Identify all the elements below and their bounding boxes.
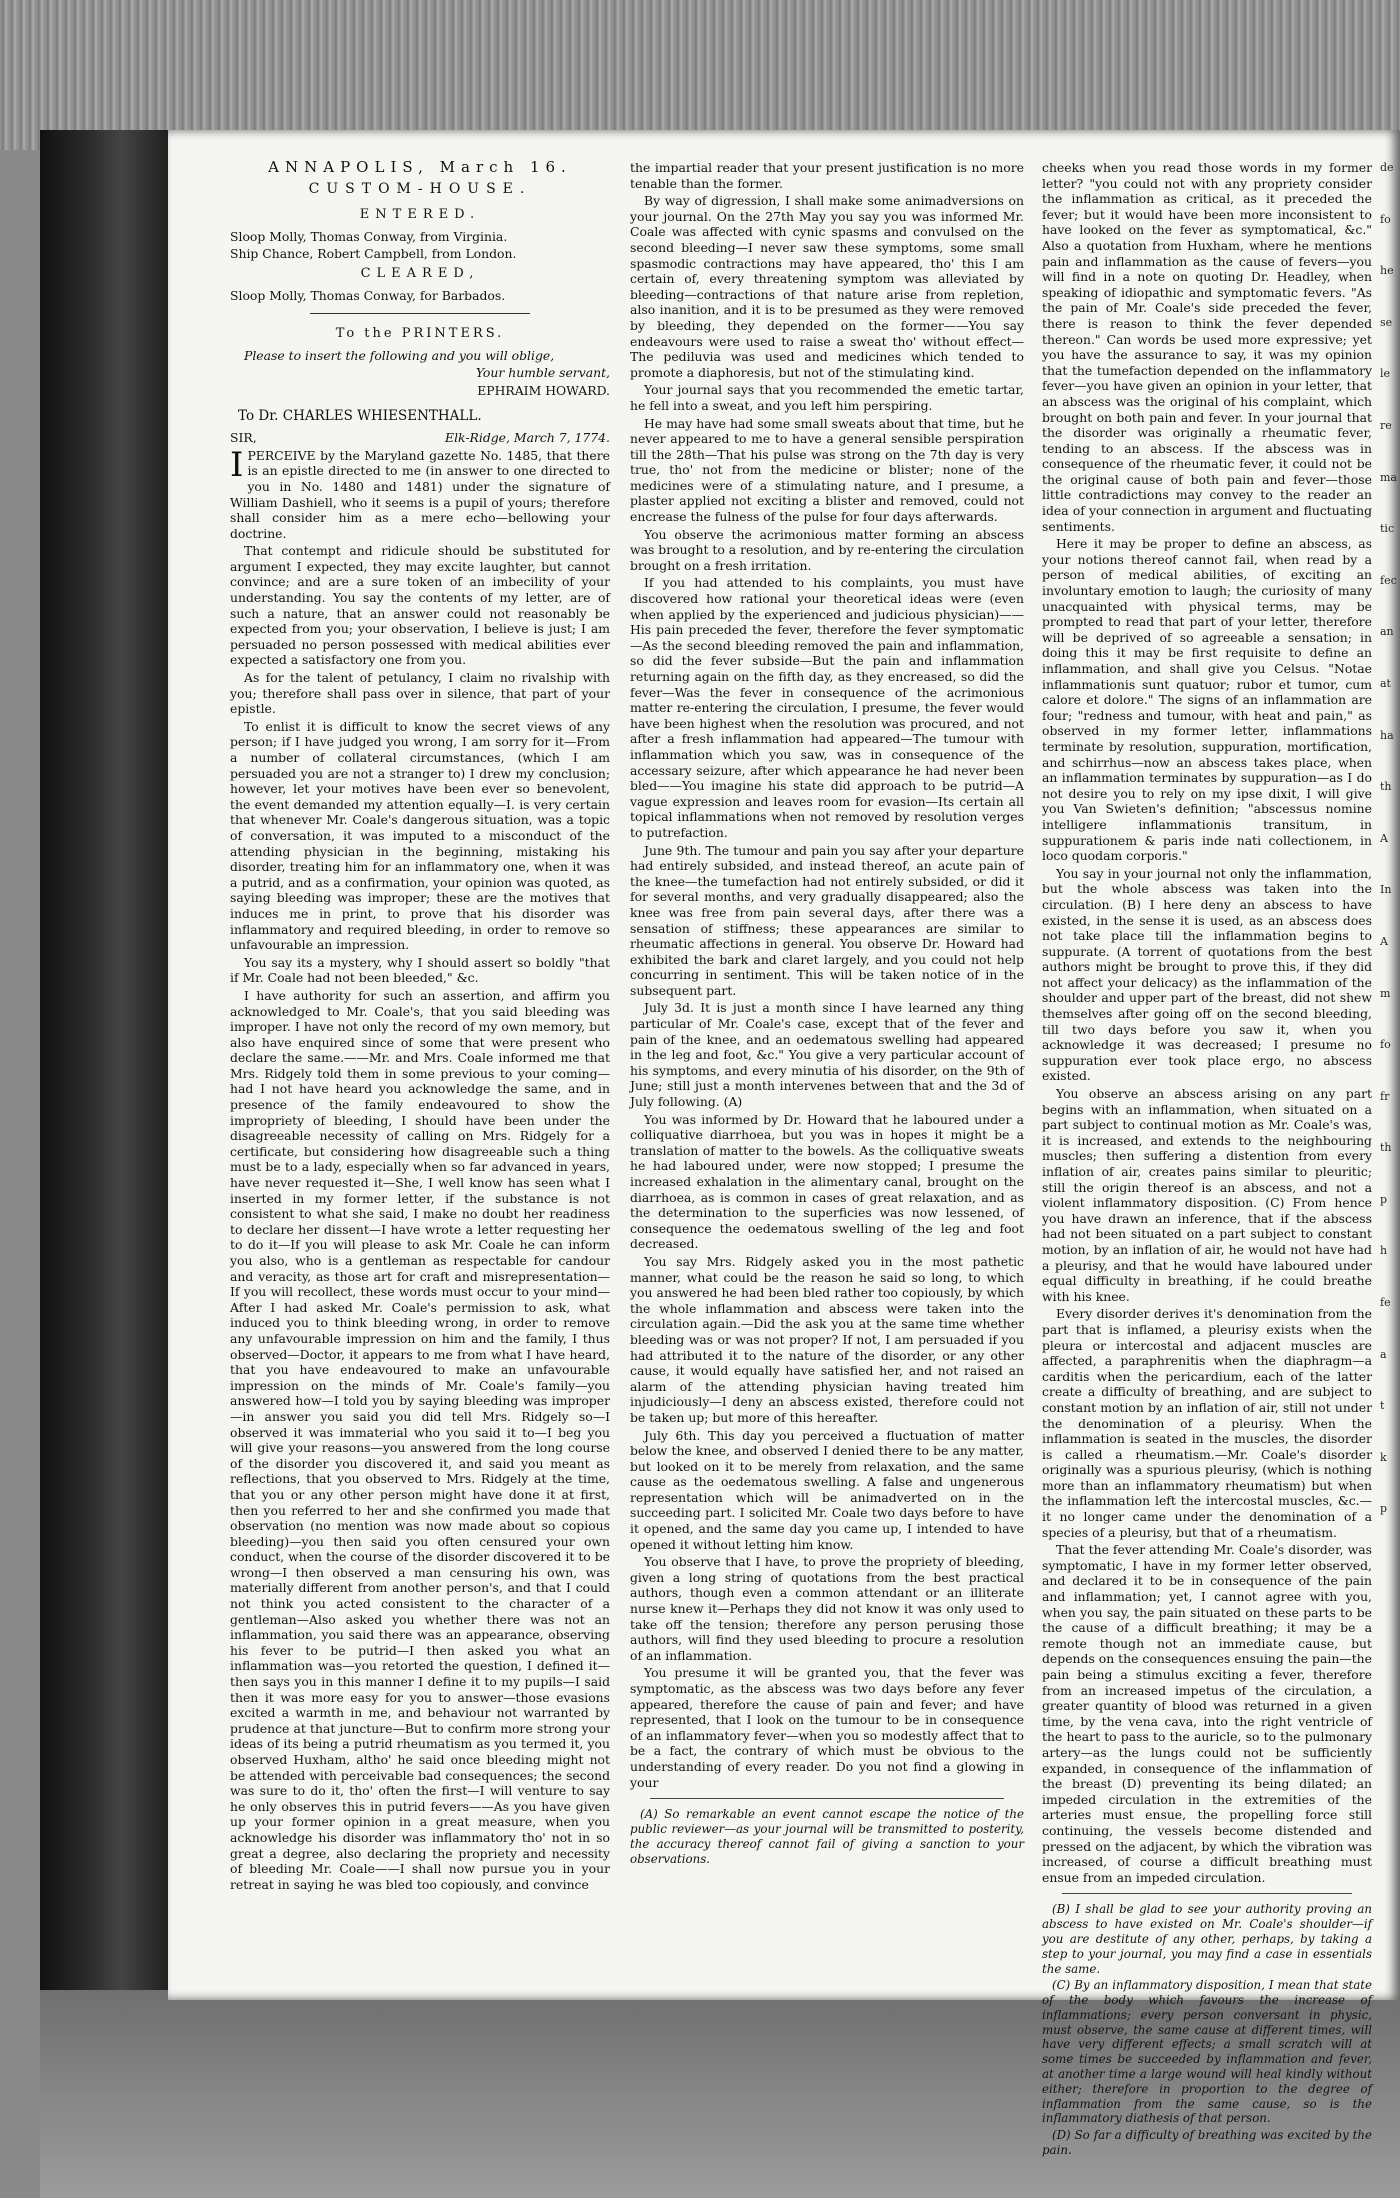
paragraph: July 6th. This day you perceived a fluctuation of matter below the knee, and observed I denied there to be any matter, but looked on it to be merely from relaxation, and the same cause as the oedematous swelling. A false and ungenerous representation which will be animadverted on in the succeeding part. I solicited Mr. Coale two days before to have it opened, and the same day you came up, I intended to have opened it without letting him know.	[630, 1427, 1024, 1552]
newspaper-page	[168, 130, 1400, 2158]
paragraph: I have authority for such an assertion, and affirm you acknowledged to Mr. Coale's, that you said bleeding was improper. I have not only the record of my own memory, but also have enquired since of some that were present who declare the same.——Mr. and Mrs. Coale informed me that Mrs. Ridgely told them in some previous to your coming—had I not have heard you acknowledge the same, and in presence of the family endeavoured to show the impropriety of bleeding, I should have been under the disagreeable necessity of calling on Mrs. Ridgely for a certificate, but considering how disagreeable such a thing must be to a lady, especially when so far advanced in years, have never requested it—She, I well know has seen what I inserted in my former letter, if the substance is not consistent to what she said, I make no doubt her readiness to declare her dissent—I have wrote a letter requesting her to do it—If you will please to ask Mr. Coale he can inform you also, who is a gentleman as respectable for candour and veracity, as those art for craft and misrepresentation—If you will recollect, these words must occur to your mind—After I had asked Mr. Coale's permission to ask, what induced you to think bleeding wrong, in order to remove any unfavourable impression on him and the family, I thus observed—Doctor, it appears to me from what I have heard, that you have endeavoured to make an unfavourable impression on the minds of Mr. Coale's family—you answered how—I told you by saying bleeding was improper—in answer you said you did tell Mrs. Ridgely so—I observed it was immaterial who you said it to—I beg you will give your reasons—you answered from the long course of the disorder you discovered it, and said you meant as reflections, that you observed to Mrs. Ridgely at the time, that you or any other person might have done it at first, then you referred to her and she confirmed you made that observation (no mention was now made about so copious bleeding)—you then said you often censured your own conduct, when the course of the disorder discovered it to be wrong—I then observed a man censuring his own, was materially different from another person's, and that I could not think you acted consistent to the character of a gentleman—Also asked you whether there was not an inflammation, you said there was an appearance, observing his fever to be putrid—I then asked you what an inflammation was—you retorted the question, I defined it—then says you in this manner I define it to my pupils—I said then it was more easy for you to answer—those evasions excited a warmth in me, and behaviour not warranted by prudence at that juncture—But to confirm more strong your ideas of its being a putrid rheumatism as you termed it, you observed Huxham, altho' he said once bleeding might not be attended with perceivable bad consequences; the second was sure to do it, tho' often the first—I will venture to say he only observes this in putrid fevers——As you have given up your former opinion in a great measure, when you acknowledge his disorder was inflammatory tho' not in so great a degree, also declaring the propriety and necessity of bleeding Mr. Coale——I shall now pursue you in your retreat in saying he was bled too copiously, and convince	[230, 987, 610, 1892]
printers-heading: To the PRINTERS.	[335, 326, 505, 342]
cleared-heading: CLEARED,	[360, 265, 480, 281]
printers-request: Please to insert the following and you will oblige,	[244, 347, 555, 363]
letter-addressee: To Dr. CHARLES WHIESENTHALL.	[238, 407, 482, 424]
edge-fragment: se	[1380, 315, 1393, 329]
edge-fragment: th	[1380, 780, 1392, 794]
cleared-ship-1: Sloop Molly, Thomas Conway, for Barbados.	[230, 287, 506, 303]
edge-fragment: le	[1380, 367, 1391, 381]
paragraph: Your journal says that you recommended the emetic tartar, he fell into a sweat, and you left him perspiring.	[630, 382, 1024, 413]
entered-ship-2: Ship Chance, Robert Campbell, from London.	[230, 246, 517, 262]
paragraph: You say Mrs. Ridgely asked you in the most pathetic manner, what could be the reason he said so long, to which you answered he had been bled rather too copiously, by which the whole inflammation and abscess were taken into the circulation again.—Did the ask you at the same time whether bleeding was or was not proper? If not, I am persuaded if you had attributed it to the nature of the disorder, or any other cause, it would equally have satisfied her, and not raised an alarm of the attending physician having treated him injudiciously—I deny an abscess existed, therefore could not be taken up; but more of this hereafter.	[630, 1253, 1024, 1425]
edge-fragment: tic	[1380, 522, 1395, 536]
column-2	[630, 160, 1024, 1868]
edge-fragment: de	[1380, 161, 1394, 174]
edge-fragment: a	[1380, 1347, 1387, 1361]
paragraph: As for the talent of petulancy, I claim no rivalship with you; therefore shall pass over in silence, that part of your epistle.	[230, 670, 610, 717]
footnote-divider	[650, 1798, 1004, 1799]
edge-fragment: In	[1380, 883, 1392, 897]
edge-fragment: he	[1380, 264, 1394, 278]
paragraph: cheeks when you read those words in my former letter? "you could not with any propriety consider the inflammation as critical, as it preceded the fever; but it would have been more inconsistent to have looked on the fever as symptomatical, &c." Also a quotation from Huxham, where he mentions pain and inflammation as the cause of fevers—you will find in a note on quoting Dr. Headley, when speaking of idiopathic and symptomatic fevers. "As the pain of Mr. Coale's side preceded the fever, there is reason to think the fever depended thereon." Can words be used more expressive; yet you have the assurance to say, it was my opinion that the tumefaction depended on the inflammatory fever—you have given an opinion in your letter, that an abscess was the original of his complaint, which brought on both pain and fever. In your journal that the disorder was originally a rheumatic fever, tending to an abscess. If the abscess was in consequence of the rheumatic fever, it could not be the original cause of both pain and fever—those little contradictions may convey to the reader an idea of your connection in argument and fluctuating sentiments.	[1042, 160, 1372, 534]
paragraph: June 9th. The tumour and pain you say after your departure had entirely subsided, and instead thereof, an acute pain of the knee—the tumefaction had not entirely subsided, or did it for several months, and very gradually disappeared; also the knee was free from pain several days, after there was a sensation of stiffness; these appearances are similar to rheumatic affections in general. You observe Dr. Howard had exhibited the bark and claret largely, and you could not help concurring in sentiment. This will be taken notice of in the subsequent part.	[630, 842, 1024, 998]
column-3	[1042, 160, 1372, 2160]
edge-fragment: an	[1380, 625, 1394, 639]
edge-fragment: p	[1380, 1502, 1388, 1516]
edge-fragment: A	[1380, 831, 1388, 845]
custom-house-heading: CUSTOM-HOUSE.	[308, 180, 532, 197]
dateline: ANNAPOLIS, March 16.	[268, 158, 572, 176]
adjacent-page-edge	[1380, 160, 1400, 1553]
paragraph: Here it may be proper to define an abscess, as your notions thereof cannot fail, when read by a person of medical abilities, of exciting an involuntary emotion to laugh; the curiosity of many unacquainted with physical terms, may be prompted to read that part of your letter, therefore will be deprived of so agreeable a sensation; in doing this it may be first requisite to define an inflammation, and shall give you Celsus. "Notae inflammationis sunt quatuor; rubor et tumor, cum calore et dolore." The signs of an inflammation are four; "redness and tumour, with heat and pain," as observed in my former letter, inflammations terminate by resolution, suppuration, mortification, and schirrhus—now an abscess takes place, when an inflammation terminates by suppuration—as I do not desire you to rely on my ipse dixit, I will give you Van Swieten's definition; "abscessus nomine intelligere inflammationis transitum, in suppurationem & paris inde nati collectionem, in loco quodam corporis."	[1042, 536, 1372, 864]
edge-fragment: A	[1380, 934, 1388, 948]
edge-fragment: fr	[1380, 1089, 1390, 1103]
edge-fragment: fo	[1380, 1038, 1391, 1052]
edge-fragment: ma	[1380, 470, 1397, 484]
letter-dateline: Elk-Ridge, March 7, 1774.	[445, 430, 610, 446]
edge-fragment: h	[1380, 1244, 1388, 1258]
edge-fragment: fe	[1380, 1296, 1391, 1310]
column-1	[230, 160, 610, 1894]
paragraph: If you had attended to his complaints, you must have discovered how rational your theoretical ideas were (even when applied by the experienced and judicious physician)——His pain preceded the fever, therefore the fever symptomatic—As the second bleeding removed the pain and inflammation, so did the fever subside—But the pain and inflammation returning again on the fifth day, as they encreased, so did the fever—Was the fever in consequence of the acrimonious matter re-entering the circulation, I presume, the fever would have been highest when the resolution was procured, and not after a fresh inflammation had appeared—The tumour with inflammation which you saw, was in consequence of the accessary seizure, after which appearance he had never been bled——You imagine his state did approach to be putrid—A vague expression and leaves room for evasion—Its certain all topical inflammations when not removed by resolution verges to putrefaction.	[630, 575, 1024, 840]
section-divider	[310, 313, 530, 314]
edge-fragment: k	[1380, 1450, 1387, 1464]
edge-fragment: re	[1380, 418, 1392, 432]
paragraph: That the fever attending Mr. Coale's disorder, was symptomatic, I have in my former letter observed, and declared it to be in consequence of the pain and inflammation; yet, I cannot agree with you, when you say, the pain situated on these parts to be the cause of a difficult breathing; it may be a remote though not an immediate cause, but depends on the consequences ensuing the pain—the pain being a stimulus exciting a fever, therefore from an increased impetus of the circulation, a greater quantity of blood was returned in a given time, by the vena cava, into the right ventricle of the heart to pass to the auricle, so to the pulmonary artery—as the lungs could not be sufficiently expanded, in consequence of the inflammation of the breast (D) preventing its being dilated; an impeded circulation in the extremities of the arteries must ensue, the propelling force still continuing, the vessels become distended and pressed on the adjacent, by which the vibration was increased, of course a difficult breathing must ensue from an impeded circulation.	[1042, 1542, 1372, 1885]
entered-ship-1: Sloop Molly, Thomas Conway, from Virginia.	[230, 228, 508, 244]
edge-fragment: p	[1380, 1192, 1388, 1206]
paragraph: You presume it will be granted you, that the fever was symptomatic, as the abscess was two days before any fever appeared, therefore the cause of pain and fever; and have represented, that I look on the tumour to be in consequence of an inflammatory fever—when you so modestly affect that to be a fact, the contrary of which must be obvious to the understanding of every reader. Do you not find a glowing in your	[630, 1665, 1024, 1790]
footnote-c: (C) By an inflammatory disposition, I mean that state of the body which favours the increase of inflammations; every person conversant in physic, must observe, the same cause at different times, will have very different effects; a small scratch will at some times be succeeded by inflammation and fever, at another time a large wound will heal kindly without either; therefore in proportion to the degree of inflammation from the same cause, so is the inflammatory diathesis of that person.	[1042, 1978, 1372, 2126]
printers-closing: Your humble servant,	[475, 365, 610, 381]
book-binding	[40, 130, 175, 2080]
paragraph: the impartial reader that your present justification is no more tenable than the former.	[630, 160, 1024, 191]
edge-fragment: at	[1380, 676, 1391, 690]
paragraph: You observe that I have, to prove the propriety of bleeding, given a long string of quotations from the best practical authors, though even a common attendant or an illiterate nurse knew it—Perhaps they did not know it was only used to take off the tension; therefore any person perusing those authors, will find they used bleeding to procure a resolution of an inflammation.	[630, 1554, 1024, 1663]
drop-cap: I	[230, 444, 244, 485]
scan-background-top	[0, 0, 1400, 150]
footnote-divider	[1062, 1893, 1352, 1894]
paragraph: July 3d. It is just a month since I have learned any thing particular of Mr. Coale's case, except that of the fever and pain of the knee, and an oedematous swelling had appeared in the leg and foot, &c." You give a very particular account of his symptoms, and every minutia of his disorder, on the 9th of June; still just a month intervenes between that and the 3d of July following. (A)	[630, 1000, 1024, 1110]
edge-fragment: ha	[1380, 728, 1394, 742]
paragraph: He may have had some small sweats about that time, but he never appeared to me to have a general sensible perspiration till the 28th—That his pulse was strong on the 7th day is very true, tho' not from the medicine or blister; none of the medicines were of a stimulating nature, and I presume, a plaster applied not exciting a blister and removed, could not encrease the fulness of the pulse for four days afterwards.	[630, 415, 1024, 525]
edge-fragment: m	[1380, 986, 1391, 1000]
printers-signature: EPHRAIM HOWARD.	[477, 382, 610, 398]
paragraph: You was informed by Dr. Howard that he laboured under a colliquative diarrhoea, but you was in hopes it might be a translation of matter to the bowels. As the colliquative sweats he had laboured under, were now stopped; I presume the increased exhalation in the alimentary canal, brought on the diarrhoea, as is common in cases of great relaxation, and as the determination to the superficies was now lessened, of consequence the oedematous swelling of the leg and foot decreased.	[630, 1111, 1024, 1252]
paragraph: IPERCEIVE by the Maryland gazette No. 1485, that there is an epistle directed to me (in answer to one directed to you in No. 1480 and 1481) under the signature of William Dashiell, who it seems is a pupil of yours; therefore shall consider him as a mere echo—bellowing your doctrine.	[230, 444, 610, 541]
paragraph: You say in your journal not only the inflammation, but the whole abscess was taken into the circulation. (B) I here deny an abscess to have existed, in the sense it is used, as an abscess does not take place till the inflammation begins to suppurate. (A torrent of quotations from the best authors might be brought to prove this, if they did not affect your delicacy) as the inflammation of the shoulder and upper part of the breast, did not shew themselves after going off on the second bleeding, till two days before you saw it, when you acknowledge it was decreased; I presume no suppuration ever took place ergo, no abscess existed.	[1042, 865, 1372, 1084]
salutation-row	[230, 430, 610, 446]
paragraph: To enlist it is difficult to know the secret views of any person; if I have judged you wrong, I am sorry for it—From a number of collateral circumstances, (which I am persuaded you are not a stranger to) I drew my conclusion; however, let your motives have been ever so benevolent, the event demanded my attention equally—I. is very certain that whenever Mr. Coale's dangerous situation, was a topic of conversation, it was imputed to a misconduct of the attending physician in the beginning, mistaking his disorder, treating him for an inflammatory one, when it was a putrid, and as a confirmation, your opinion was quoted, as saying bleeding was improper; these are the motives that induces me in print, to prove that his disorder was inflammatory and required bleeding, in order to remove so unfavourable an impression.	[230, 718, 610, 953]
footnote-b: (B) I shall be glad to see your authority proving an abscess to have existed on Mr. Coale's shoulder—if you are destitute of any other, perhaps, by taking a step to your journal, you may find a case in essentials the same.	[1042, 1902, 1372, 1976]
edge-fragment: fec	[1380, 573, 1397, 587]
edge-fragment: th	[1380, 1141, 1392, 1155]
paragraph: By way of digression, I shall make some animadversions on your journal. On the 27th May you say you was informed Mr. Coale was affected with cynic spasms and convulsed on the second bleeding—I never saw these symptoms, some small spasmodic contractions may have appeared, tho' this I am certain of, every threatening symptom was alleviated by bleeding—contractions of that nature arise from repletion, also inanition, and it is to be presumed as they were removed by bleeding, they depended on the former——You say endeavours were used to raise a sweat tho' without effect—The pediluvia was used and medicines which tended to promote a diaphoresis, but not of the stimulating kind.	[630, 193, 1024, 380]
footnote-a: (A) So remarkable an event cannot escape the notice of the public reviewer—as your journal will be transmitted to posterity, the accuracy thereof cannot fail of giving a sanction to your observations.	[630, 1807, 1024, 1866]
paragraph: You say its a mystery, why I should assert so boldly "that if Mr. Coale had not been bleeded," &c.	[230, 954, 610, 986]
edge-fragment: fo	[1380, 212, 1391, 226]
salutation: SIR,	[230, 430, 257, 446]
paragraph: Every disorder derives it's denomination from the part that is inflamed, a pleurisy exists when the pleura or intercostal and adjacent muscles are affected, a paraphrenitis when the diaphragm—a carditis when the pericardium, each of the latter create a difficulty of breathing, and are subject to constant motion by an inflation of air, still not under the denomination of a pleurisy. When the inflammation is seated in the muscles, the disorder is called a rheumatism.—Mr. Coale's disorder originally was a spurious pleurisy, (which is nothing more than an inflammatory rheumatism) but when the inflammation left the intercostal muscles, &c.—it no longer came under the denomination of a species of a pleurisy, but that of a rheumatism.	[1042, 1306, 1372, 1540]
edge-fragment: t	[1380, 1399, 1385, 1413]
paragraph: You observe the acrimonious matter forming an abscess was brought to a resolution, and by re-entering the circulation brought on a fresh irritation.	[630, 526, 1025, 573]
footnote-d: (D) So far a difficulty of breathing was excited by the pain.	[1042, 2128, 1372, 2158]
paragraph: You observe an abscess arising on any part begins with an inflammation, when situated on a part subject to continual motion as Mr. Coale's was, it is increased, and extends to the neighbouring muscles; then suffering a distention from every inflation of air, creates pains similar to pleuritic; still the origin thereof is an abscess, and not a violent inflammatory disposition. (C) From hence you have drawn an inference, that if the abscess had not been situated on a part subject to constant motion, by an inflation of air, he would not have had a pleurisy, and that he would have laboured under equal difficulty in breathing, if he could breathe with his knee.	[1042, 1086, 1372, 1304]
paragraph: That contempt and ridicule should be substituted for argument I expected, they may excite laughter, but cannot convince; and are a sure token of an imbecility of your understanding. You say the contents of my letter, are of such a nature, that an answer could not reasonably be expected from you; your observation, I believe is just; I am persuaded no person possessed with medical abilities ever expected a satisfactory one from you.	[230, 543, 610, 668]
entered-heading: ENTERED.	[359, 207, 481, 223]
